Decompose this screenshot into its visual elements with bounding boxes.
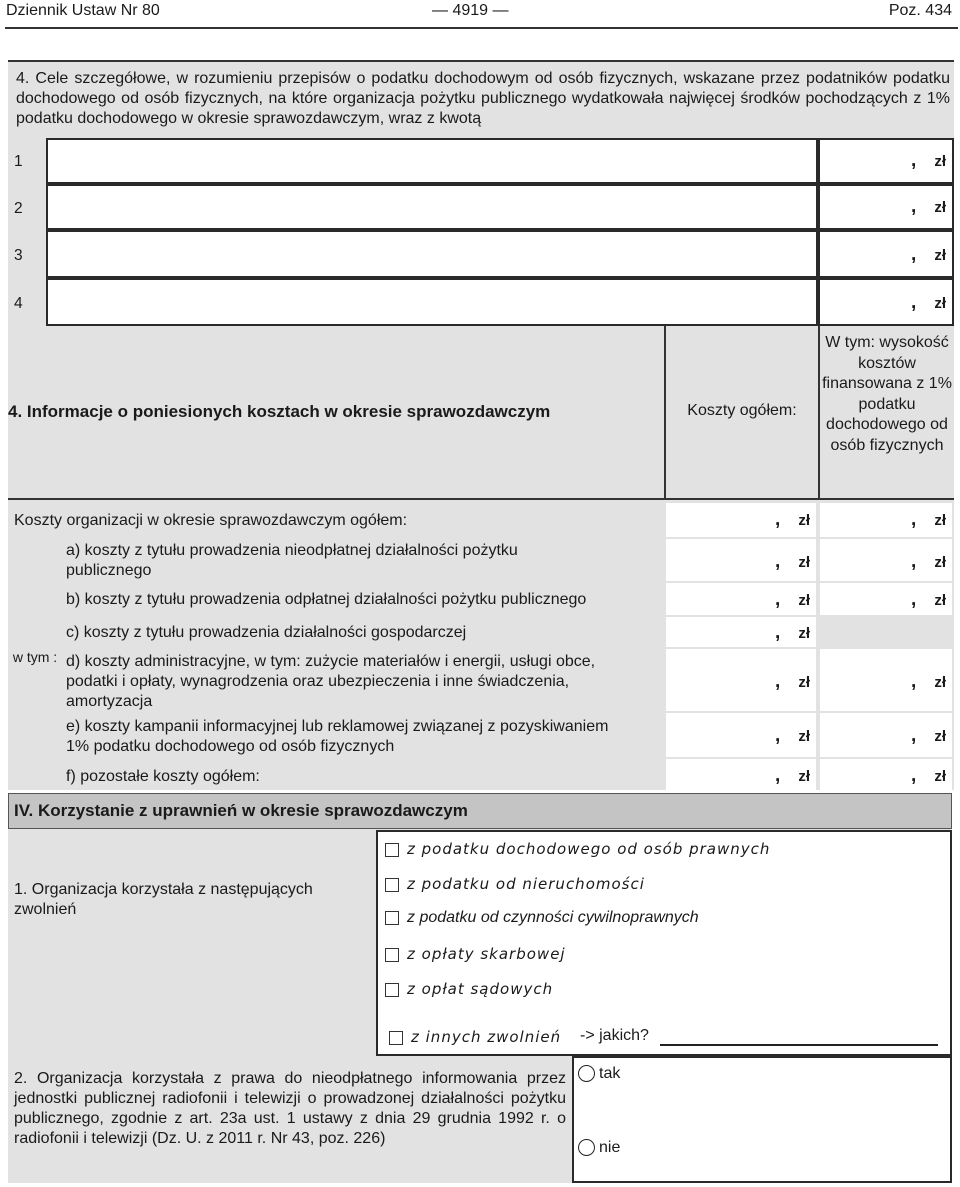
- cost-f-one-percent-field[interactable]: , zł: [820, 759, 952, 790]
- cost-b-total-field[interactable]: , zł: [666, 583, 816, 615]
- other-exemptions-input[interactable]: [660, 1044, 938, 1046]
- goal-amount-field[interactable]: , zł: [818, 278, 954, 326]
- cost-d-total-field[interactable]: , zł: [666, 649, 816, 711]
- total-costs-header: Koszty ogółem:: [687, 402, 797, 419]
- exemption-option[interactable]: z podatku od czynności cywilnoprawnych: [385, 909, 699, 927]
- cost-a-one-percent-field[interactable]: , zł: [820, 539, 952, 581]
- goal-amount-field[interactable]: , zł: [818, 184, 954, 230]
- one-percent-header: W tym: wysokość kosztów finansowana z 1% podatku dochodowego od osób fizycznych: [822, 334, 952, 454]
- cost-a-total-field[interactable]: , zł: [666, 539, 816, 581]
- cost-e-one-percent-field[interactable]: , zł: [820, 713, 952, 757]
- checkbox[interactable]: [385, 911, 399, 925]
- answer-yes[interactable]: tak: [578, 1065, 620, 1083]
- exemption-option[interactable]: z podatku od nieruchomości: [385, 875, 645, 894]
- media-answer-box: [572, 1056, 952, 1183]
- checkbox[interactable]: [389, 1031, 403, 1045]
- goal-name-field[interactable]: [46, 138, 818, 184]
- cost-item-e-label: e) koszty kampanii informacyjnej lub reklamowej związanej z pozyskiwaniem 1% podatku dochodowego od osób fizycznych: [66, 718, 609, 755]
- checkbox[interactable]: [385, 843, 399, 857]
- answer-no[interactable]: nie: [578, 1139, 620, 1157]
- radio-button[interactable]: [578, 1139, 595, 1156]
- page-number: — 4919 —: [432, 2, 509, 19]
- col-divider: [664, 326, 666, 498]
- journal-name: Dziennik Ustaw Nr 80: [6, 2, 160, 19]
- exemption-option[interactable]: z opłat sądowych: [385, 980, 553, 999]
- cost-item-d-label: d) koszty administracyjne, w tym: zużycie materiałów i energii, usługi obce, podatki i opłaty, wynagrodzenia oraz ubezpieczenia i inne świadczenia, amortyzacja: [66, 653, 596, 710]
- goal-name-field[interactable]: [46, 184, 818, 230]
- cost-item-a-label: a) koszty z tytułu prowadzenia nieodpłatnej działalności pożytku publicznego: [66, 542, 518, 579]
- costs-header-rule: [8, 498, 954, 500]
- cost-c-total-field[interactable]: , zł: [666, 617, 816, 647]
- goal-amount-field[interactable]: , zł: [818, 138, 954, 184]
- cost-item-b-label: b) koszty z tytułu prowadzenia odpłatnej działalności pożytku publicznego: [66, 591, 587, 608]
- goals-title: 4. Cele szczegółowe, w rozumieniu przepisów o podatku dochodowym od osób fizycznych, wskazane przez podatników podatku dochodowego od osób fizycznych, na które organizacja pożytku publicznego wydatkowała najwięcej środków pochodzących z 1% podatku dochodowego w okresie sprawozdawczym, wraz z kwotą: [16, 70, 950, 127]
- cost-e-total-field[interactable]: , zł: [666, 713, 816, 757]
- checkbox[interactable]: [385, 948, 399, 962]
- goal-name-field[interactable]: [46, 278, 818, 326]
- cost-f-total-field[interactable]: , zł: [666, 759, 816, 790]
- goal-name-field[interactable]: [46, 230, 818, 278]
- costs-title: 4. Informacje o poniesionych kosztach w okresie sprawozdawczym: [8, 402, 551, 421]
- cost-item-c-label: c) koszty z tytułu prowadzenia działalności gospodarczej: [66, 624, 467, 641]
- total-one-percent-field[interactable]: , zł: [820, 503, 952, 537]
- cost-item-f-label: f) pozostałe koszty ogółem:: [66, 768, 260, 785]
- media-info-question: 2. Organizacja korzystała z prawa do nieodpłatnego informowania przez jednostki publicznej radiofonii i telewizji o prowadzonej działalności pożytku publicznego, zgodnie z art. 23a ust. 1 ustawy z dnia 29 grudnia 1992 r. o radiofonii i telewizji (Dz. U. z 2011 r. Nr 43, poz. 226): [14, 1070, 566, 1147]
- position-number: Poz. 434: [888, 2, 952, 19]
- goal-row-number: 2: [14, 200, 23, 217]
- total-costs-field[interactable]: , zł: [666, 503, 816, 537]
- other-exemptions-label: -> jakich?: [580, 1027, 649, 1044]
- goal-row-number: 4: [14, 295, 23, 312]
- including-label: w tym :: [12, 649, 58, 665]
- checkbox[interactable]: [385, 878, 399, 892]
- radio-button[interactable]: [578, 1065, 595, 1082]
- header-rule: [5, 27, 958, 29]
- checkbox[interactable]: [385, 983, 399, 997]
- exemptions-question: 1. Organizacja korzystała z następujących zwolnień: [14, 881, 313, 918]
- cost-d-one-percent-field[interactable]: , zł: [820, 649, 952, 711]
- exemption-option[interactable]: z opłaty skarbowej: [385, 945, 566, 964]
- goal-amount-field[interactable]: , zł: [818, 230, 954, 278]
- goal-row-number: 3: [14, 247, 23, 264]
- goal-row-number: 1: [14, 153, 23, 170]
- total-costs-label: Koszty organizacji w okresie sprawozdawczym ogółem:: [14, 512, 408, 529]
- cost-b-one-percent-field[interactable]: , zł: [820, 583, 952, 615]
- exemptions-box: [376, 830, 952, 1056]
- section-iv-title: IV. Korzystanie z uprawnień w okresie sprawozdawczym: [14, 801, 468, 820]
- goals-top-rule: [8, 60, 954, 62]
- exemption-option[interactable]: z innych zwolnień: [389, 1028, 561, 1047]
- exemption-option[interactable]: z podatku dochodowego od osób prawnych: [385, 840, 770, 859]
